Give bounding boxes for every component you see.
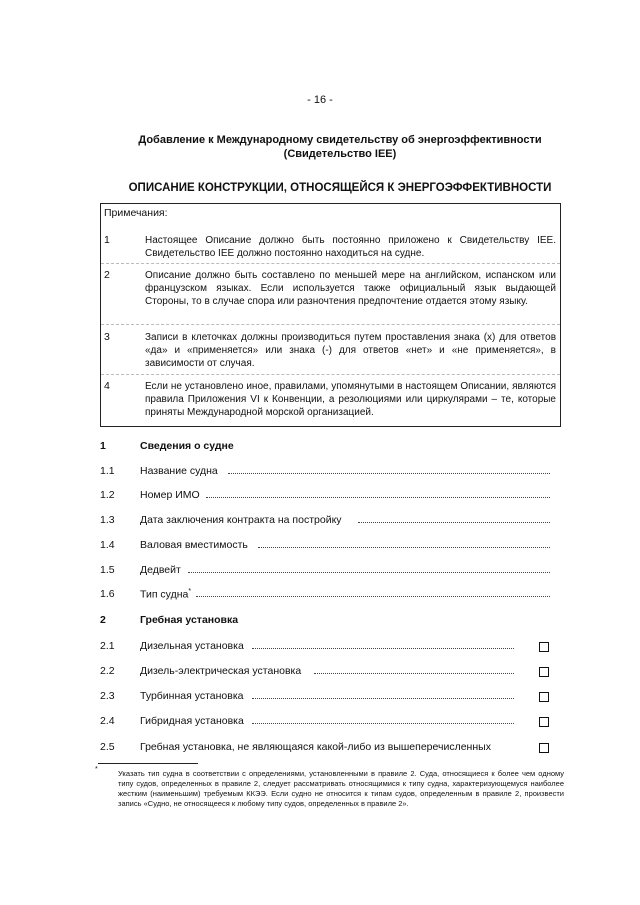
option-label: Турбинная установка [140,690,244,702]
field-label-text: Тип судна [140,588,189,601]
note-number: 3 [104,331,110,343]
leader-dots [252,648,514,649]
option-number: 2.1 [100,640,115,652]
fill-line[interactable] [258,547,550,548]
option-number: 2.3 [100,690,115,702]
option-number: 2.2 [100,665,115,677]
note-number: 1 [104,234,110,246]
checkbox[interactable] [539,743,549,753]
field-contract-date[interactable] [0,514,640,530]
option-other-propulsion [0,741,640,757]
section-2-heading [0,614,640,630]
notes-header: Примечания: [104,207,168,219]
field-imo-number[interactable] [0,489,640,505]
option-label: Дизельная установка [140,640,244,652]
field-label: Валовая вместимость [140,539,248,551]
field-number: 1.5 [100,564,115,576]
checkbox[interactable] [539,667,549,677]
fill-line[interactable] [228,473,550,474]
document-title [110,133,570,161]
checkbox[interactable] [539,642,549,652]
footnote-text: Указать тип судна в соответствии с определениями, установленными в правиле 2. Суда, относящиеся к более чем одному типу судов, определенных в правиле 2, следует рассматривать относящимися к типу судна, характеризующемуся наиболее жестким (наименьшим) требуемым ККЭЭ. Если судно не относится к типам судов, определенным в правиле 2, произвести запись «Судно, не относящееся к любому типу судов, определенных в правиле 2». [118,769,564,808]
field-label: Дедвейт [140,564,181,576]
note-divider [101,324,560,325]
footnote-divider [98,763,198,764]
leader-dots [252,723,514,724]
section-number: 2 [100,614,106,626]
field-number: 1.6 [100,588,115,600]
note-divider [101,374,560,375]
document-title-line2: (Свидетельство IEE) [283,148,397,160]
option-number: 2.5 [100,741,115,753]
field-number: 1.4 [100,539,115,551]
field-label: Дата заключения контракта на постройку [140,514,342,526]
option-diesel [0,640,640,656]
footnote-mark: * [95,766,98,773]
document-title-line1: Добавление к Международному свидетельству об энергоэффективности [138,134,542,146]
note-text: Если не установлено иное, правилами, упомянутыми в настоящем Описании, являются правила Приложения VI к Конвенции, а резолюциями или циркулярами – те, которые приняты Международной морской организацией. [145,381,556,418]
section-title: Гребная установка [140,614,239,626]
field-deadweight[interactable] [0,564,640,580]
checkbox[interactable] [539,692,549,702]
option-hybrid [0,715,640,731]
field-number: 1.2 [100,489,115,501]
field-label: Название судна [140,465,218,477]
note-divider [101,263,560,264]
option-label: Гребная установка, не являющаяся какой-либо из вышеперечисленных [140,741,491,753]
field-ship-name[interactable] [0,465,640,481]
fill-line[interactable] [206,497,550,498]
field-ship-type[interactable] [0,588,640,604]
section-number: 1 [100,440,106,452]
notes-box [100,203,561,427]
fill-line[interactable] [358,522,550,523]
note-number: 4 [104,380,110,392]
checkbox[interactable] [539,717,549,727]
note-text: Настоящее Описание должно быть постоянно приложено к Свидетельству IEE. Свидетельство IEE должно постоянно находиться на судне. [145,235,556,259]
note-number: 2 [104,269,110,281]
field-number: 1.3 [100,514,115,526]
option-turbine [0,690,640,706]
note-text: Записи в клеточках должны производиться путем проставления знака (x) для ответов «да» и «применяется» или знака (-) для ответов «нет» и «не применяется», в зависимости от случая. [145,332,556,369]
option-diesel-electric [0,665,640,681]
option-label: Гибридная установка [140,715,244,727]
leader-dots [252,698,514,699]
section-heading: ОПИСАНИЕ КОНСТРУКЦИИ, ОТНОСЯЩЕЙСЯ К ЭНЕРГОЭФФЕКТИВНОСТИ [128,182,552,194]
field-number: 1.1 [100,465,115,477]
section-title: Сведения о судне [140,440,234,452]
leader-dots [314,673,514,674]
footnote-reference: * [188,588,192,595]
option-label: Дизель-электрическая установка [140,665,302,677]
field-label [140,588,191,601]
option-number: 2.4 [100,715,115,727]
field-label: Номер ИМО [140,489,200,501]
note-text: Описание должно быть составлено по меньшей мере на английском, испанском или французском языках. Если используется также официальный язык выдающей Стороны, то в случае спора или разночтения предпочтение отдается этому языку. [145,270,556,307]
page-number: - 16 - [307,94,333,106]
section-1-heading [0,440,640,456]
fill-line[interactable] [188,572,550,573]
fill-line[interactable] [196,596,550,597]
field-gross-tonnage[interactable] [0,539,640,555]
